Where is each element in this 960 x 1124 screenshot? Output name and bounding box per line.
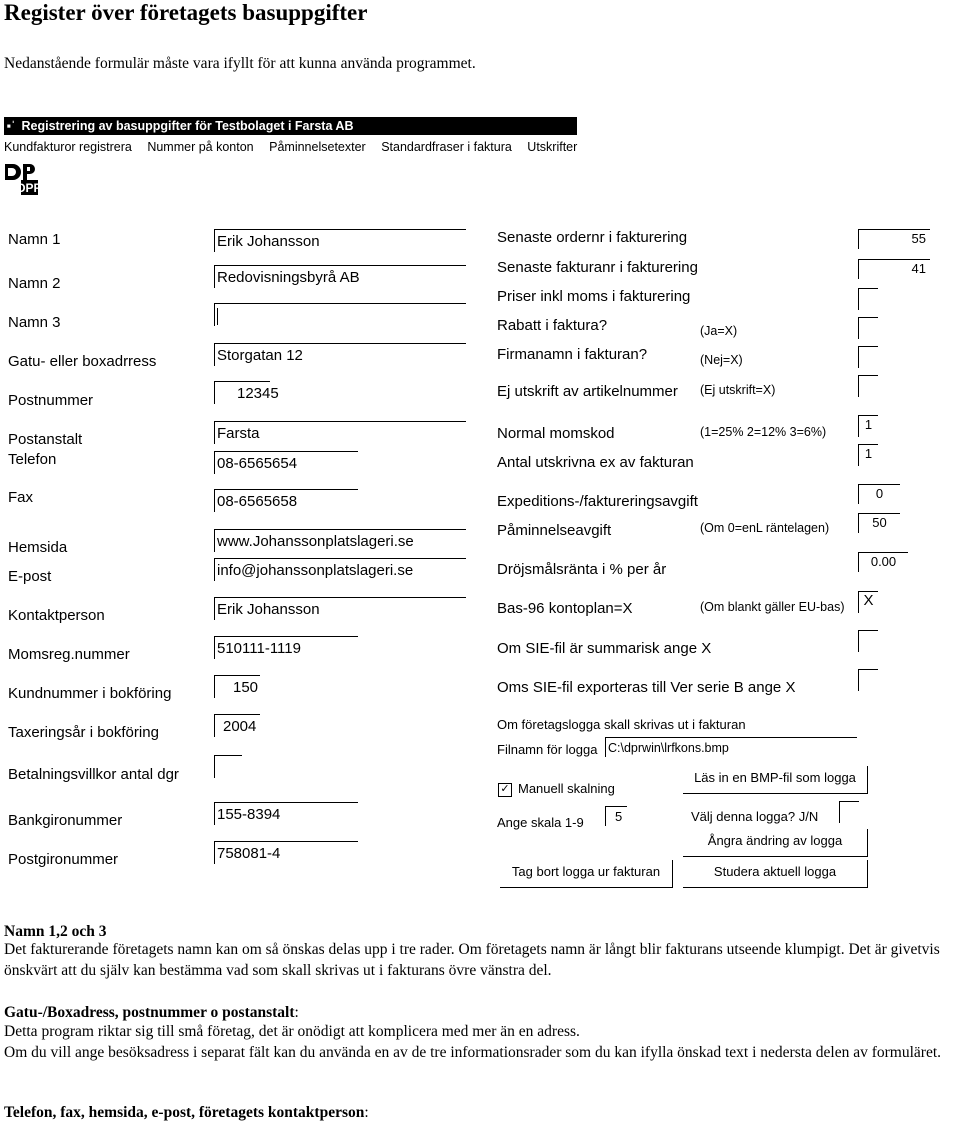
betalningsvillkor-field[interactable]: [214, 755, 242, 778]
hemsida-field[interactable]: www.Johanssonplatslageri.se: [214, 529, 466, 552]
menu-item-kundfakturor[interactable]: Kundfakturor registrera: [4, 140, 132, 154]
hint-firmanamn: (Nej=X): [700, 353, 743, 367]
menu-item-standardfraser[interactable]: Standardfraser i faktura: [381, 140, 512, 154]
window-title: Registrering av basuppgifter för Testbolaget i Farsta AB: [21, 119, 354, 133]
label-epost: E-post: [8, 568, 52, 585]
label-telefon: Telefon: [8, 451, 57, 468]
section-heading-adress: [4, 1002, 954, 1023]
manual-scaling-label: Manuell skalning: [518, 781, 615, 796]
label-sie-serie-b: Oms SIE-fil exporteras till Ver serie B ange X: [497, 679, 796, 696]
hint-paminnelse: (Om 0=enL räntelagen): [700, 521, 830, 535]
manual-scaling-checkbox[interactable]: ✓: [498, 783, 512, 797]
scale-label: Ange skala 1-9: [497, 815, 584, 830]
postnummer-field[interactable]: 12345: [214, 381, 270, 404]
postgiro-field[interactable]: 758081-4: [214, 841, 358, 864]
bas96-box[interactable]: X: [858, 591, 878, 613]
label-momskod: Normal momskod: [497, 425, 615, 442]
firmanamn-box[interactable]: [858, 346, 878, 368]
window-menu-icon[interactable]: ▪ˈ: [6, 119, 16, 133]
paragraph-namn: Det fakturerande företagets namn kan om så önskas delas upp i tre rader. Om företagets namn är långt blir fakturans utseende klumpigt. Det är givetvis önskvärt att du själv kan bestämma vad som skall skrivas ut i fakturans övre vänstra del.: [4, 941, 940, 979]
choose-logo-box[interactable]: [839, 801, 859, 823]
remove-logo-button[interactable]: Tag bort logga ur fakturan: [500, 860, 673, 888]
gatuadress-field[interactable]: Storgatan 12: [214, 343, 466, 366]
undo-logo-button[interactable]: Ångra ändring av logga: [683, 829, 868, 857]
expeditionsavgift-field[interactable]: 0: [858, 484, 900, 504]
label-bankgiro: Bankgironummer: [8, 812, 123, 829]
choose-logo-label: Välj denna logga? J/N: [691, 809, 819, 824]
label-taxeringsar: Taxeringsår i bokföring: [8, 724, 159, 741]
hint-momskod: (1=25% 2=12% 3=6%): [700, 425, 827, 439]
heading-adress-colon: :: [294, 1004, 299, 1021]
label-postnummer: Postnummer: [8, 392, 94, 409]
sie-serie-b-box[interactable]: [858, 669, 878, 691]
page-title: Register över företagets basuppgifter: [4, 0, 368, 25]
drojsmalsranta-field[interactable]: 0.00: [858, 552, 908, 572]
kundnummer-field[interactable]: 150: [214, 675, 260, 698]
text-cursor: [217, 308, 218, 325]
senaste-ordernr-field[interactable]: 55: [858, 229, 930, 249]
label-postgiro: Postgironummer: [8, 851, 119, 868]
namn2-field[interactable]: Redovisningsbyrå AB: [214, 265, 466, 288]
form-screenshot: [0, 115, 960, 877]
heading-adress-text: Gatu-/Boxadress, postnummer o postanstalt: [4, 1004, 295, 1021]
label-sie-summarisk: Om SIE-fil är summarisk ange X: [497, 640, 712, 657]
label-drojsmalsranta: Dröjsmålsränta i % per år: [497, 561, 667, 578]
label-betalningsvillkor: Betalningsvillkor antal dgr: [8, 766, 179, 783]
paragraph-adress-2: Om du vill ange besöksadress i separat fält kan du använda en av de tre informationsrader som du kan ifylla önskad text i nedersta delen av formuläret.: [4, 1044, 942, 1061]
label-hemsida: Hemsida: [8, 539, 68, 556]
hint-ej-utskrift: (Ej utskrift=X): [700, 383, 776, 397]
scale-field[interactable]: 5: [605, 806, 627, 826]
filename-field[interactable]: C:\dprwin\lrfkons.bmp: [605, 737, 857, 757]
senaste-fakturanr-field[interactable]: 41: [858, 259, 930, 279]
menu-item-nummer-konton[interactable]: Nummer på konton: [147, 140, 254, 154]
sie-summarisk-box[interactable]: [858, 630, 878, 652]
label-priser-inkl-moms: Priser inkl moms i fakturering: [497, 288, 691, 305]
section-heading-namn: Namn 1,2 och 3: [4, 923, 107, 940]
label-namn3: Namn 3: [8, 314, 61, 331]
label-postanstalt: Postanstalt: [8, 431, 83, 448]
bankgiro-field[interactable]: 155-8394: [214, 802, 358, 825]
heading-kontakt-text: Telefon, fax, hemsida, e-post, företagets kontaktperson: [4, 1104, 365, 1121]
fax-field[interactable]: 08-6565658: [214, 489, 358, 512]
label-antal-ex: Antal utskrivna ex av fakturan: [497, 454, 694, 471]
label-gatuadress: Gatu- eller boxadrress: [8, 353, 157, 370]
section-heading-kontakt: [4, 1102, 954, 1123]
read-bmp-button[interactable]: Läs in en BMP-fil som logga: [683, 766, 868, 794]
kontaktperson-field[interactable]: Erik Johansson: [214, 597, 466, 620]
menu-item-paminnelsetexter[interactable]: Påminnelsetexter: [269, 140, 366, 154]
hint-bas96: (Om blankt gäller EU-bas): [700, 600, 845, 614]
menu-bar: [4, 140, 589, 154]
heading-kontakt-colon: :: [364, 1104, 369, 1121]
rabatt-box[interactable]: [858, 317, 878, 339]
hint-rabatt: (Ja=X): [700, 324, 738, 338]
window-titlebar: [4, 117, 577, 135]
priser-inkl-moms-box[interactable]: [858, 288, 878, 310]
taxeringsar-field[interactable]: 2004: [214, 714, 260, 737]
momskod-box[interactable]: 1: [858, 415, 878, 437]
label-namn2: Namn 2: [8, 275, 61, 292]
paragraph-adress-1: Detta program riktar sig till små företag, det är onödigt att komplicera med mer än en adress.: [4, 1023, 580, 1040]
label-expeditionsavgift: Expeditions-/faktureringsavgift: [497, 493, 698, 510]
logo-heading: Om företagslogga skall skrivas ut i fakturan: [497, 717, 746, 732]
label-senaste-ordernr: Senaste ordernr i fakturering: [497, 229, 688, 246]
namn1-field[interactable]: Erik Johansson: [214, 229, 466, 252]
label-senaste-fakturanr: Senaste fakturanr i fakturering: [497, 259, 698, 276]
study-logo-button[interactable]: Studera aktuell logga: [683, 860, 868, 888]
svg-text:DPR: DPR: [16, 181, 43, 195]
ej-utskrift-box[interactable]: [858, 375, 878, 397]
epost-field[interactable]: info@johanssonplatslageri.se: [214, 558, 466, 581]
namn3-field[interactable]: [214, 303, 466, 326]
label-kontaktperson: Kontaktperson: [8, 607, 105, 624]
label-ej-utskrift: Ej utskrift av artikelnummer: [497, 383, 678, 400]
antal-ex-box[interactable]: 1: [858, 444, 878, 466]
intro-text: Nedanstående formulär måste vara ifyllt för att kunna använda programmet.: [4, 55, 476, 72]
label-momsreg: Momsreg.nummer: [8, 646, 130, 663]
label-fax: Fax: [8, 489, 34, 506]
label-firmanamn: Firmanamn i fakturan?: [497, 346, 648, 363]
label-kundnummer: Kundnummer i bokföring: [8, 685, 172, 702]
label-namn1: Namn 1: [8, 231, 61, 248]
dpr-logo-icon: [4, 160, 43, 196]
filename-label: Filnamn för logga: [497, 742, 598, 757]
momsreg-field[interactable]: 510111-1119: [214, 636, 358, 659]
telefon-field[interactable]: 08-6565654: [214, 451, 358, 474]
paminnelseavgift-field[interactable]: 50: [858, 513, 900, 533]
label-rabatt: Rabatt i faktura?: [497, 317, 608, 334]
label-paminnelseavgift: Påminnelseavgift: [497, 522, 612, 539]
menu-item-utskrifter[interactable]: Utskrifter: [527, 140, 578, 154]
postanstalt-field[interactable]: Farsta: [214, 421, 466, 444]
label-bas96: Bas-96 kontoplan=X: [497, 600, 633, 617]
